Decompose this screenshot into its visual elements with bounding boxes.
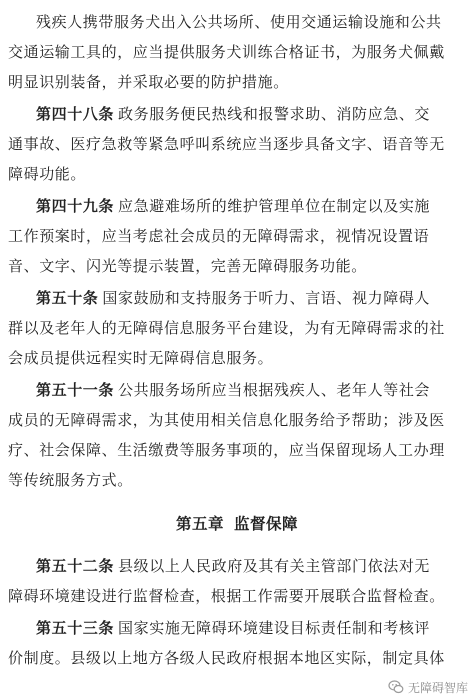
text-line: 通事故、医疗急救等紧急呼叫系统应当逐步具备文字、语音等无: [8, 135, 445, 153]
watermark: [388, 678, 468, 696]
text-line: 工作预案时，应当考虑社会成员的无障碍需求，视情况设置语: [8, 227, 430, 245]
watermark-text: 无障碍智库: [407, 680, 468, 695]
article-53: 第五十三条 国家实施无障碍环境建设目标责任制和考核评: [36, 619, 431, 637]
text-line: 障碍环境建设进行监督检查，根据工作需要开展联合监督检查。: [8, 587, 445, 605]
text-line: 交通运输工具的，应当提供服务犬训练合格证书，为服务犬佩戴: [8, 43, 445, 61]
chapter-title: 监督保障: [234, 514, 299, 533]
text-line: 疗、社会保障、生活缴费等服务事项的，应当保留现场人工办理: [8, 441, 445, 459]
article-number: 第四十九条: [36, 197, 115, 215]
article-number: 第五十一条: [36, 381, 115, 399]
wechat-icon: [388, 679, 404, 695]
text-line: 会成员提供远程实时无障碍信息服务。: [8, 349, 274, 367]
text-line: 等传统服务方式。: [8, 471, 133, 489]
article-48: 第四十八条 政务服务便民热线和报警求助、消防应急、交: [36, 105, 431, 123]
text-line: 成员的无障碍需求，为其使用相关信息化服务给予帮助；涉及医: [8, 411, 445, 429]
article-49: 第四十九条 应急避难场所的维护管理单位在制定以及实施: [36, 197, 431, 215]
text-line: 残疾人携带服务犬出入公共场所、使用交通运输设施和公共: [36, 13, 442, 31]
chapter-heading: [0, 509, 474, 539]
text-line: 障碍功能。: [8, 165, 87, 183]
chapter-number: 第五章: [175, 514, 224, 533]
article-52: 第五十二条 县级以上人民政府及其有关主管部门依法对无: [36, 557, 431, 575]
article-number: 第五十三条: [36, 619, 115, 637]
text-line: 群以及老年人的无障碍信息服务平台建设，为有无障碍需求的社: [8, 319, 445, 337]
text-line: 价制度。县级以上地方各级人民政府根据本地区实际，制定具体: [8, 649, 445, 667]
article-number: 第五十条: [36, 289, 99, 307]
text-line: 明显识别装备，并采取必要的防护措施。: [8, 73, 289, 91]
article-number: 第四十八条: [36, 105, 115, 123]
article-51: 第五十一条 公共服务场所应当根据残疾人、老年人等社会: [36, 381, 431, 399]
article-50: 第五十条 国家鼓励和支持服务于听力、言语、视力障碍人: [36, 289, 431, 307]
text-line: 音、文字、闪光等提示装置，完善无障碍服务功能。: [8, 257, 367, 275]
article-number: 第五十二条: [36, 557, 115, 575]
